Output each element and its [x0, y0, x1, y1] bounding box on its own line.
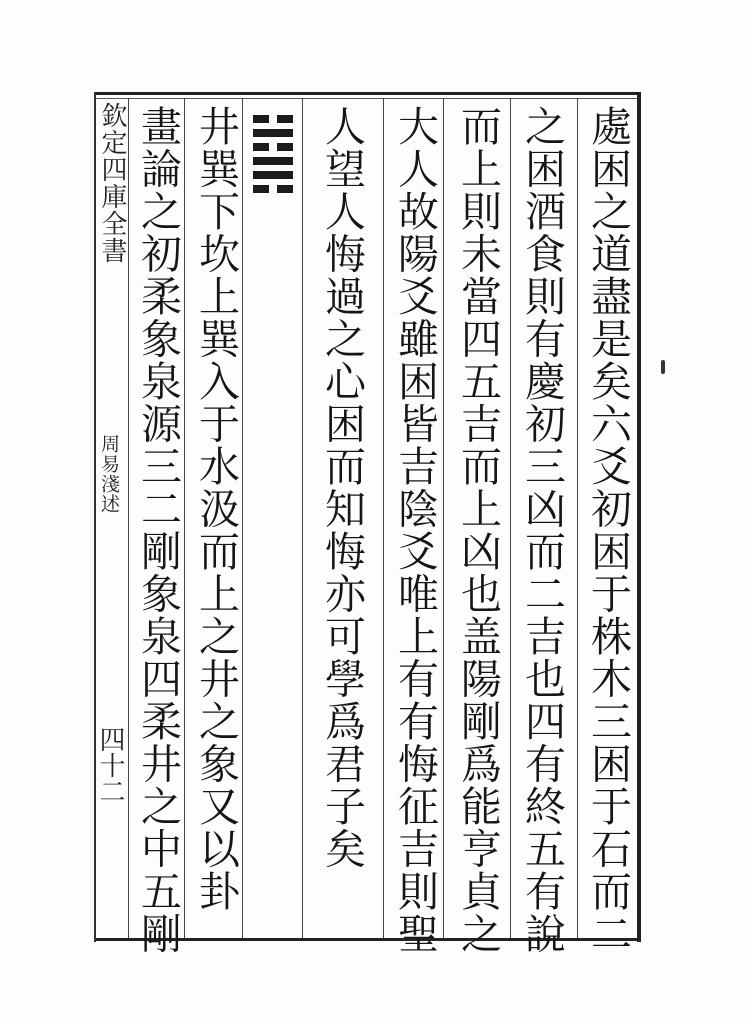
- margin-book-title: 周易淺述: [98, 434, 120, 514]
- text-column-2: 之困酒食則有慶初三凶而二吉也四有終五有說: [518, 105, 566, 955]
- hexagram-segment: [253, 157, 293, 165]
- hexagram-line-solid: [253, 129, 293, 137]
- column-rule: [443, 98, 444, 938]
- frame-right-border: [637, 92, 641, 942]
- frame-top-inner-border: [94, 98, 641, 99]
- margin-collection-title: 欽定四庫全書: [97, 102, 127, 264]
- hexagram-line-solid: [253, 171, 293, 179]
- text-column-3: 而上則未當四五吉而上凶也盖陽剛爲能亨貞之: [454, 105, 502, 955]
- hexagram-segment: [253, 185, 269, 193]
- hexagram-figure: [253, 115, 293, 199]
- hexagram-segment: [277, 143, 293, 151]
- hexagram-segment: [253, 171, 293, 179]
- hexagram-line-broken: [253, 143, 293, 151]
- text-column-6: 井巽下坎上巽入于水汲而上之井之象又以卦: [192, 105, 240, 913]
- hexagram-segment: [277, 185, 293, 193]
- column-rule: [302, 98, 303, 938]
- hexagram-line-solid: [253, 157, 293, 165]
- hexagram-segment: [253, 143, 269, 151]
- hexagram-segment: [253, 115, 269, 123]
- hexagram-segment: [277, 115, 293, 123]
- text-column-5: 人望人悔過之心困而知悔亦可學爲君子矣: [318, 105, 366, 870]
- column-rule: [383, 98, 384, 938]
- column-rule: [577, 98, 578, 938]
- hexagram-line-broken: [253, 115, 293, 123]
- page-number: 四十二: [95, 726, 125, 804]
- frame-top-border: [94, 92, 641, 95]
- column-rule: [128, 98, 129, 938]
- column-rule: [510, 98, 511, 938]
- text-column-4: 大人故陽爻雖困皆吉陰爻唯上有有悔征吉則聖: [391, 105, 439, 955]
- text-column-1: 處困之道盡是矣六爻初困于株木三困于石而二: [584, 105, 632, 955]
- hexagram-segment: [253, 129, 293, 137]
- hexagram-line-broken: [253, 185, 293, 193]
- text-column-7: 畫論之初柔象泉源三二剛象泉四柔井之中五剛: [134, 105, 182, 955]
- margin-mark: [661, 360, 665, 374]
